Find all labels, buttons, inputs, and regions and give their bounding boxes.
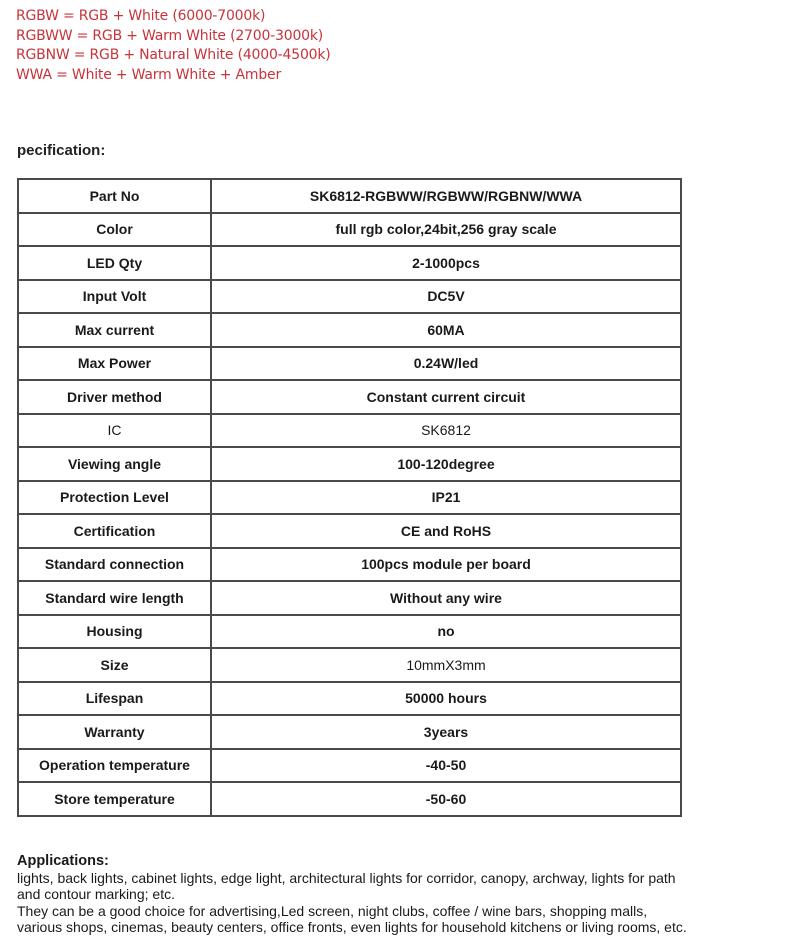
spec-label: Max current xyxy=(18,313,211,347)
legend-line-wwa: WWA = White + Warm White + Amber xyxy=(16,66,282,83)
spec-label: Certification xyxy=(18,514,211,548)
table-row xyxy=(18,514,681,548)
specification-heading: pecification: xyxy=(17,142,106,159)
applications-line: They can be a good choice for advertising,Led screen, night clubs, coffee / wine bars, shopping malls, xyxy=(17,902,648,919)
table-row xyxy=(18,380,681,414)
spec-value: full rgb color,24bit,256 gray scale xyxy=(211,213,681,247)
table-row xyxy=(18,347,681,381)
spec-label: Warranty xyxy=(18,715,211,749)
table-row xyxy=(18,648,681,682)
spec-label: Viewing angle xyxy=(18,447,211,481)
spec-value: -40-50 xyxy=(211,749,681,783)
legend-line-rgbnw: RGBNW = RGB + Natural White (4000-4500k) xyxy=(16,47,331,63)
spec-value: 60MA xyxy=(211,313,681,347)
applications-line: various shops, cinemas, beauty centers, office fronts, even lights for household kitchens or living rooms, etc. xyxy=(17,919,687,935)
table-row xyxy=(18,213,681,247)
applications-line: and contour marking; etc. xyxy=(17,886,175,902)
legend-line-rgbww: RGBWW = RGB + Warm White (2700-3000k) xyxy=(16,27,324,44)
spec-label: Driver method xyxy=(18,380,211,414)
spec-label: Color xyxy=(18,213,211,247)
spec-label: Input Volt xyxy=(18,280,211,314)
table-row xyxy=(18,179,681,213)
spec-value: no xyxy=(211,615,681,649)
spec-value: Constant current circuit xyxy=(211,380,681,414)
table-row xyxy=(18,682,681,716)
table-row xyxy=(18,548,681,582)
spec-value: CE and RoHS xyxy=(211,514,681,548)
table-row xyxy=(18,481,681,515)
spec-label: Protection Level xyxy=(18,481,211,515)
table-row xyxy=(18,715,681,749)
spec-value: 50000 hours xyxy=(211,682,681,716)
table-row xyxy=(18,782,681,816)
legend-line-rgbw: RGBW = RGB + White (6000-7000k) xyxy=(16,8,266,24)
spec-label: Operation temperature xyxy=(18,749,211,783)
spec-value: IP21 xyxy=(211,481,681,515)
table-row xyxy=(18,447,681,481)
spec-label: IC xyxy=(18,414,211,448)
spec-label: Part No xyxy=(18,179,211,213)
table-row xyxy=(18,313,681,347)
spec-value: 0.24W/led xyxy=(211,347,681,381)
led-type-legend xyxy=(16,7,331,85)
spec-value: DC5V xyxy=(211,280,681,314)
spec-label: LED Qty xyxy=(18,246,211,280)
spec-label: Standard connection xyxy=(18,548,211,582)
spec-value: SK6812 xyxy=(211,414,681,448)
specification-table xyxy=(17,178,682,817)
spec-value: -50-60 xyxy=(211,782,681,816)
table-row xyxy=(18,749,681,783)
table-row xyxy=(18,246,681,280)
spec-value: 100pcs module per board xyxy=(211,548,681,582)
table-row xyxy=(18,280,681,314)
spec-value: 3years xyxy=(211,715,681,749)
table-row xyxy=(18,615,681,649)
table-row xyxy=(18,581,681,615)
applications-title: Applications: xyxy=(17,853,109,869)
spec-label: Store temperature xyxy=(18,782,211,816)
spec-label: Lifespan xyxy=(18,682,211,716)
spec-label: Housing xyxy=(18,615,211,649)
spec-label: Max Power xyxy=(18,347,211,381)
spec-value: 2-1000pcs xyxy=(211,246,681,280)
table-row xyxy=(18,414,681,448)
spec-value: SK6812-RGBWW/RGBWW/RGBNW/WWA xyxy=(211,179,681,213)
spec-value: Without any wire xyxy=(211,581,681,615)
spec-label: Standard wire length xyxy=(18,581,211,615)
spec-value: 100-120degree xyxy=(211,447,681,481)
applications-section xyxy=(17,853,797,936)
spec-value: 10mmX3mm xyxy=(211,648,681,682)
applications-line: lights, back lights, cabinet lights, edge light, architectural lights for corridor, canopy, archway, lights for path xyxy=(17,869,676,886)
spec-label: Size xyxy=(18,648,211,682)
